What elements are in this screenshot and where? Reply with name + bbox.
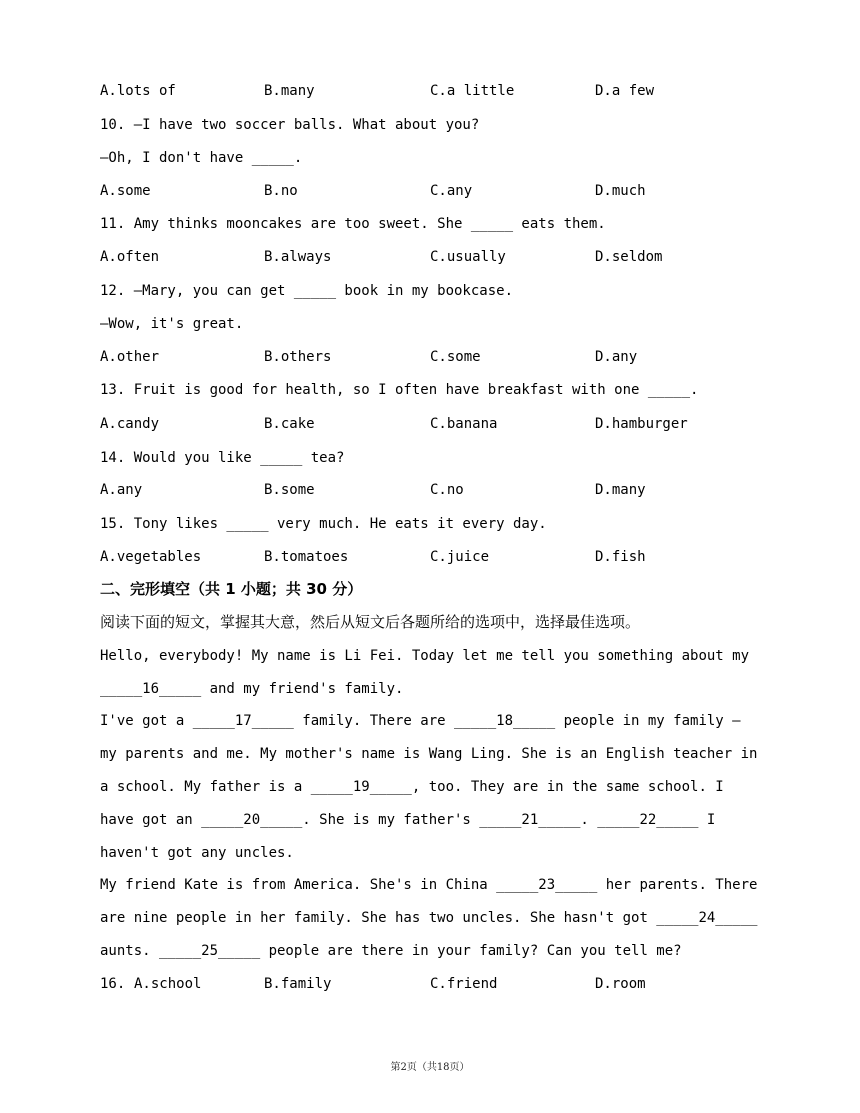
section-heading: 二、完形填空（共 1 小题；共 30 分） — [100, 580, 363, 598]
q10-option-a: A.some — [100, 183, 151, 199]
q11-option-b: B.always — [264, 249, 332, 265]
option-b: B.many — [264, 83, 315, 99]
q13-option-b: B.cake — [264, 416, 315, 432]
q11-option-a: A.often — [100, 249, 160, 265]
q11-option-d: D.seldom — [595, 249, 663, 265]
q10-option-b: B.no — [264, 183, 298, 199]
passage-line: My friend Kate is from America. She's in China _____23_____ her parents. There — [100, 877, 758, 893]
q15-option-b: B.tomatoes — [264, 549, 349, 565]
passage-line: have got an _____20_____. She is my father's _____21_____. _____22_____ I — [100, 812, 716, 828]
question-11-stem: 11. Amy thinks mooncakes are too sweet. She _____ eats them. — [100, 216, 606, 232]
q13-option-c: C.banana — [430, 416, 498, 432]
page-footer: 第2页（共18页） — [390, 1062, 470, 1073]
question-12-reply: —Wow, it's great. — [100, 316, 244, 332]
q16-option-a: A.school — [134, 976, 202, 992]
q12-option-d: D.any — [595, 349, 638, 365]
q13-option-a: A.candy — [100, 416, 160, 432]
question-16-number: 16. — [100, 976, 126, 992]
q15-option-a: A.vegetables — [100, 549, 202, 565]
passage-line: aunts. _____25_____ people are there in your family? Can you tell me? — [100, 943, 682, 959]
passage-line: are nine people in her family. She has two uncles. She hasn't got _____24_____ — [100, 910, 758, 926]
q14-option-a: A.any — [100, 482, 143, 498]
option-c: C.a little — [430, 83, 515, 99]
question-13-stem: 13. Fruit is good for health, so I often have breakfast with one _____. — [100, 382, 699, 398]
question-15-stem: 15. Tony likes _____ very much. He eats it every day. — [100, 516, 547, 532]
q14-option-b: B.some — [264, 482, 315, 498]
question-14-stem: 14. Would you like _____ tea? — [100, 450, 345, 466]
q12-option-c: C.some — [430, 349, 481, 365]
passage-line: a school. My father is a _____19_____, too. They are in the same school. I — [100, 779, 724, 795]
q11-option-c: C.usually — [430, 249, 506, 265]
q10-option-d: D.much — [595, 183, 646, 199]
option-a: A.lots of — [100, 83, 176, 99]
q15-option-d: D.fish — [595, 549, 646, 565]
q16-option-c: C.friend — [430, 976, 498, 992]
q10-option-c: C.any — [430, 183, 473, 199]
q16-option-b: B.family — [264, 976, 332, 992]
passage-line: my parents and me. My mother's name is Wang Ling. She is an English teacher in — [100, 746, 758, 762]
question-12-stem: 12. —Mary, you can get _____ book in my bookcase. — [100, 283, 514, 299]
option-d: D.a few — [595, 83, 655, 99]
q14-option-d: D.many — [595, 482, 646, 498]
q15-option-c: C.juice — [430, 549, 490, 565]
q16-option-d: D.room — [595, 976, 646, 992]
section-instruction: 阅读下面的短文，掌握其大意，然后从短文后各题所给的选项中，选择最佳选项。 — [100, 613, 641, 631]
passage-line: I've got a _____17_____ family. There are _____18_____ people in my family — — [100, 713, 741, 729]
q13-option-d: D.hamburger — [595, 416, 688, 432]
passage-line: _____16_____ and my friend's family. — [100, 681, 404, 697]
q12-option-b: B.others — [264, 349, 332, 365]
passage-line: haven't got any uncles. — [100, 845, 294, 861]
question-10-stem: 10. —I have two soccer balls. What about you? — [100, 117, 480, 133]
q12-option-a: A.other — [100, 349, 160, 365]
q14-option-c: C.no — [430, 482, 464, 498]
question-10-reply: —Oh, I don't have _____. — [100, 150, 303, 166]
passage-line: Hello, everybody! My name is Li Fei. Today let me tell you something about my — [100, 648, 750, 664]
